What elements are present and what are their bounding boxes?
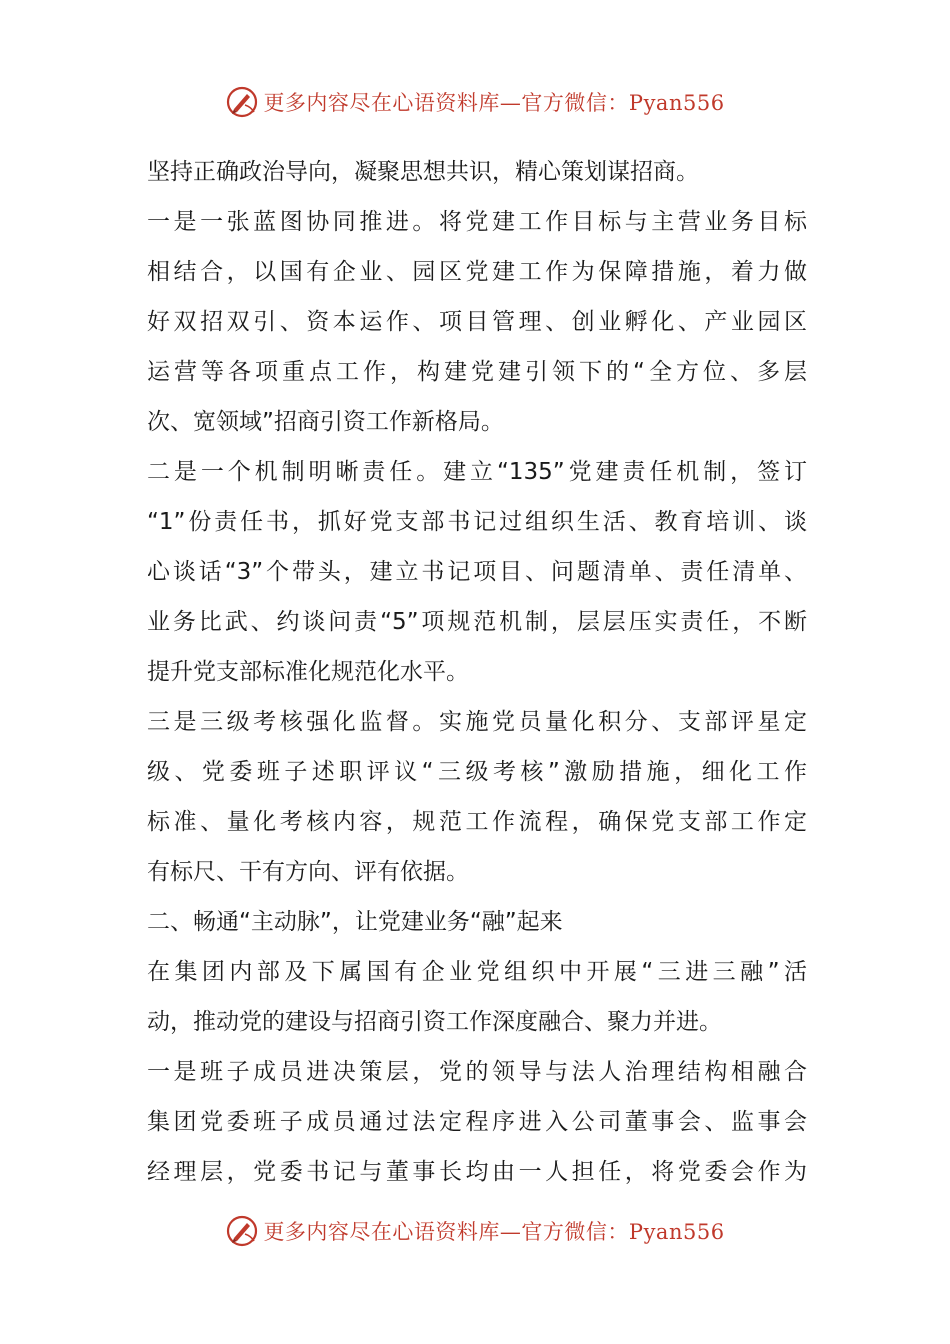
text-line: 一是一张蓝图协同推进。将党建工作目标与主营业务目标 bbox=[147, 209, 807, 235]
document-body bbox=[147, 147, 807, 1197]
text-line: 好双招双引、资本运作、项目管理、创业孵化、产业园区 bbox=[147, 309, 807, 335]
text-line: 三是三级考核强化监督。实施党员量化积分、支部评星定 bbox=[147, 709, 807, 735]
text-line: 次、宽领域”招商引资工作新格局。 bbox=[147, 409, 504, 435]
watermark-text: 更多内容尽在心语资料库—官方微信：Pyan556 bbox=[263, 1220, 725, 1244]
text-line: 相结合，以国有企业、园区党建工作为保障措施，着力做 bbox=[147, 259, 807, 285]
text-line: 有标尺、干有方向、评有依据。 bbox=[147, 859, 469, 885]
text-line: 动，推动党的建设与招商引资工作深度融合、聚力并进。 bbox=[147, 1009, 722, 1035]
text-line: 坚持正确政治导向，凝聚思想共识，精心策划谋招商。 bbox=[147, 159, 699, 185]
watermark-text: 更多内容尽在心语资料库—官方微信：Pyan556 bbox=[263, 91, 725, 115]
pen-logo-icon bbox=[225, 1214, 259, 1248]
text-line: 业务比武、约谈问责“5”项规范机制，层层压实责任，不断 bbox=[147, 609, 807, 635]
text-line: 运营等各项重点工作，构建党建引领下的“全方位、多层 bbox=[147, 359, 807, 385]
text-line: “1”份责任书，抓好党支部书记过组织生活、教育培训、谈 bbox=[147, 509, 807, 535]
watermark-banner-bottom bbox=[0, 1207, 950, 1255]
pen-logo-icon bbox=[225, 85, 259, 119]
text-line: 二是一个机制明晰责任。建立“135”党建责任机制，签订 bbox=[147, 459, 807, 485]
watermark-banner-top bbox=[0, 78, 950, 126]
text-line: 心谈话“3”个带头，建立书记项目、问题清单、责任清单、 bbox=[147, 559, 807, 585]
text-line: 经理层，党委书记与董事长均由一人担任，将党委会作为 bbox=[147, 1159, 807, 1185]
text-line: 集团党委班子成员通过法定程序进入公司董事会、监事会 bbox=[147, 1109, 807, 1135]
text-line: 标准、量化考核内容，规范工作流程，确保党支部工作定 bbox=[147, 809, 807, 835]
text-line: 在集团内部及下属国有企业党组织中开展“三进三融”活 bbox=[147, 959, 807, 985]
text-line: 级、党委班子述职评议“三级考核”激励措施，细化工作 bbox=[147, 759, 807, 785]
text-line: 提升党支部标准化规范化水平。 bbox=[147, 659, 469, 685]
section-heading: 二、畅通“主动脉”，让党建业务“融”起来 bbox=[147, 909, 563, 935]
text-line: 一是班子成员进决策层，党的领导与法人治理结构相融合 bbox=[147, 1059, 807, 1085]
